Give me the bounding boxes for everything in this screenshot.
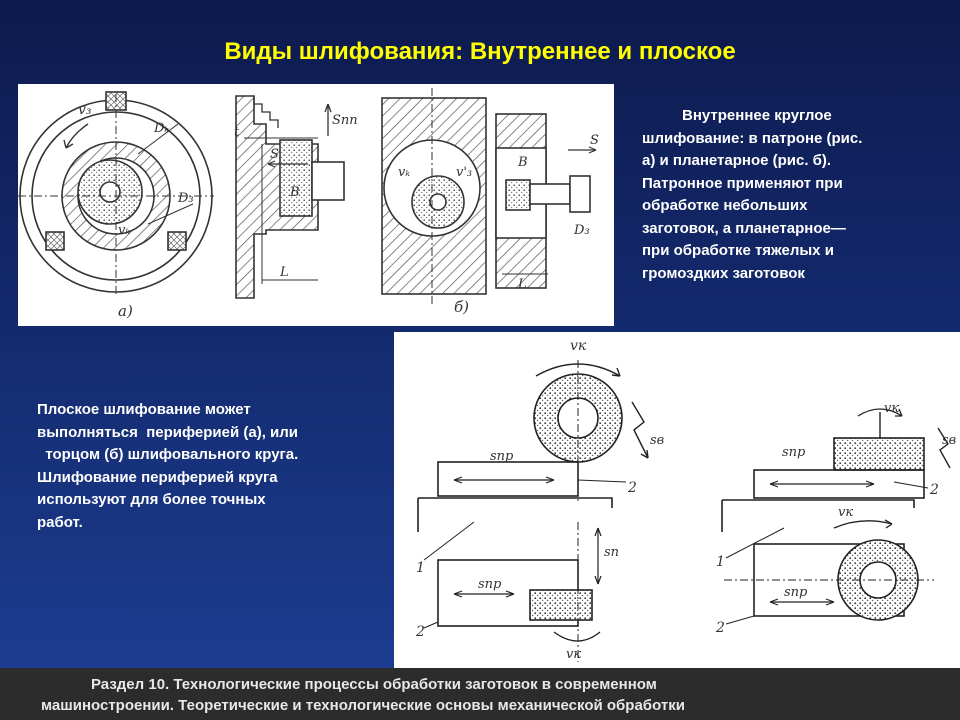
internal-line-7: при обработке тяжелых и <box>642 242 834 259</box>
label-n1a: 1 <box>416 560 425 576</box>
flat-line-4: Шлифование периферией круга <box>37 468 278 486</box>
flat-grinding-face <box>722 409 950 624</box>
flat-grinding-text <box>37 399 392 534</box>
label-s-b: S <box>590 133 599 148</box>
label-b-b: B <box>518 155 528 170</box>
label-snp1: sпр <box>490 449 514 464</box>
label-sb2: sв <box>942 433 957 448</box>
label-vk1: vк <box>570 338 587 354</box>
label-l: L <box>280 265 289 280</box>
label-vk: vₖ <box>118 223 131 238</box>
flat-grinding-periphery <box>418 360 648 662</box>
internal-grinding-text <box>642 105 942 285</box>
label-s: S <box>270 147 279 162</box>
flat-line-5: используют для более точных <box>37 491 266 508</box>
label-sn: sп <box>604 545 620 560</box>
label-n2a: 2 <box>628 480 637 496</box>
label-snp2b: sпр <box>784 585 808 600</box>
label-vk-b: vₖ <box>398 165 411 180</box>
footer-line-2: машиностроении. Теоретические и технологические основы механической обработки <box>41 697 685 714</box>
label-sb1: sв <box>650 433 665 448</box>
internal-line-6: заготовок, а планетарное— <box>642 219 846 237</box>
label-t: t <box>234 125 240 140</box>
slide-title: Виды шлифования: Внутреннее и плоское <box>224 38 736 65</box>
flat-grinding-drawing <box>394 332 960 668</box>
label-vk2: vк <box>884 401 900 416</box>
label-a: а) <box>118 302 133 320</box>
internal-line-4: Патронное применяют при <box>642 174 843 192</box>
label-dk: Dₖ <box>154 121 170 136</box>
label-vk1b: vк <box>566 647 582 662</box>
label-vd-b: v'₃ <box>456 165 473 180</box>
footer-line-1: Раздел 10. Технологические процессы обработки заготовок в современном <box>91 676 657 693</box>
flat-line-3: торцом (б) шлифовального круга. <box>37 446 299 463</box>
label-l-b: L <box>518 277 527 292</box>
flat-line-6: работ. <box>37 513 83 531</box>
internal-line-2: шлифование: в патроне (рис. <box>642 129 863 147</box>
label-n2d: 2 <box>716 620 725 636</box>
internal-line-5: обработке небольших <box>642 197 808 214</box>
internal-line-1: Внутреннее круглое <box>682 107 832 124</box>
label-b-fig: б) <box>454 298 470 316</box>
internal-grinding-figure <box>18 84 614 326</box>
internal-line-3: а) и планетарное (рис. б). <box>642 152 832 169</box>
label-v3: v₃ <box>78 102 92 118</box>
label-d3-b: D₃ <box>574 223 590 238</box>
label-n2c: 2 <box>930 482 939 498</box>
flat-line-1: Плоское шлифование может <box>37 401 251 418</box>
label-d3: D₃ <box>178 191 194 206</box>
label-snp2: sпр <box>782 445 806 460</box>
label-snn: Sпп <box>332 113 358 128</box>
label-b: B <box>290 185 300 200</box>
label-n1b: 1 <box>716 554 725 570</box>
label-vk2b: vк <box>838 505 854 520</box>
planetary-view <box>382 88 596 306</box>
internal-grinding-drawing <box>18 84 614 326</box>
internal-line-8: громоздких заготовок <box>642 264 805 282</box>
label-n2b: 2 <box>416 624 425 640</box>
label-snp1b: sпр <box>478 577 502 592</box>
flat-line-2: выполняться периферией (а), или <box>37 423 299 441</box>
flat-grinding-figure <box>394 332 960 668</box>
